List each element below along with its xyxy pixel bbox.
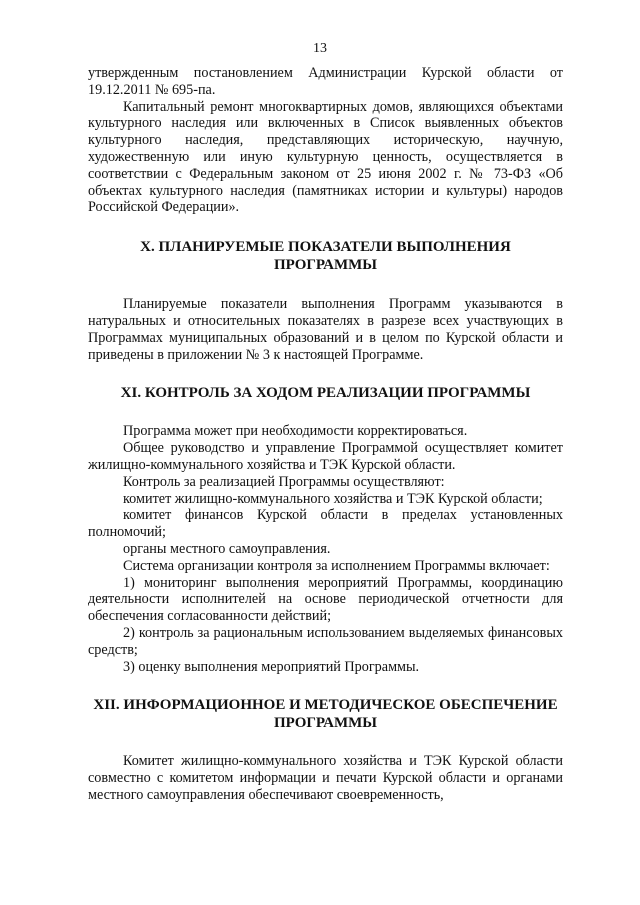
- page-number: 13: [313, 41, 327, 56]
- paragraph: Контроль за реализацией Программы осуществляют:: [123, 473, 445, 490]
- paragraph: Комитет жилищно-коммунального хозяйства и ТЭК Курской области совместно с комитетом информации и печати Курской области и органами местного самоуправления обеспечивают своевременность,: [88, 753, 563, 803]
- list-item: комитет жилищно-коммунального хозяйства и ТЭК Курской области;: [123, 490, 543, 507]
- section-heading-xi: XI. КОНТРОЛЬ ЗА ХОДОМ РЕАЛИЗАЦИИ ПРОГРАММЫ: [120, 385, 531, 402]
- section-heading-xii: XII. ИНФОРМАЦИОННОЕ И МЕТОДИЧЕСКОЕ ОБЕСПЕЧЕНИЕ ПРОГРАММЫ: [93, 697, 558, 732]
- paragraph: утвержденным постановлением Администрации Курской области от 19.12.2011 № 695-па.: [88, 65, 563, 98]
- list-item: комитет финансов Курской области в пределах установленных полномочий;: [88, 507, 563, 541]
- section-heading-x: X. ПЛАНИРУЕМЫЕ ПОКАЗАТЕЛИ ВЫПОЛНЕНИЯ ПРОГРАММЫ: [140, 239, 511, 274]
- numbered-item: 3) оценку выполнения мероприятий Программы.: [123, 658, 420, 675]
- paragraph: Капитальный ремонт многоквартирных домов, являющихся объектами культурного наследия или включенных в Список выявленных объектов культурного наследия, представляющих историческую, научную, художественную или иную культурную ценность, осуществляется в соответствии с Федеральным законом от 25 июня 2002 г. № 73-ФЗ «Об объектах культурного наследия (памятниках истории и культуры) народов Российской Федерации».: [88, 98, 563, 216]
- paragraph: Планируемые показатели выполнения Программ указываются в натуральных и относительных показателях в разрезе всех участвующих в Программах муниципальных образований и в целом по Курской области и приведены в приложении № 3 к настоящей Программе.: [88, 296, 563, 363]
- list-item: органы местного самоуправления.: [123, 540, 331, 557]
- paragraph: Программа может при необходимости корректироваться.: [123, 423, 468, 440]
- numbered-item: 1) мониторинг выполнения мероприятий Программы, координацию деятельности исполнителей на основе периодической отчетности для обеспечения согласованности действий;: [88, 574, 563, 625]
- paragraph: Система организации контроля за исполнением Программы включает:: [123, 557, 550, 574]
- document-body: [88, 65, 563, 804]
- paragraph: Общее руководство и управление Программой осуществляет комитет жилищно-коммунального хозяйства и ТЭК Курской области.: [88, 440, 563, 473]
- numbered-item: 2) контроль за рациональным использованием выделяемых финансовых средств;: [88, 624, 563, 658]
